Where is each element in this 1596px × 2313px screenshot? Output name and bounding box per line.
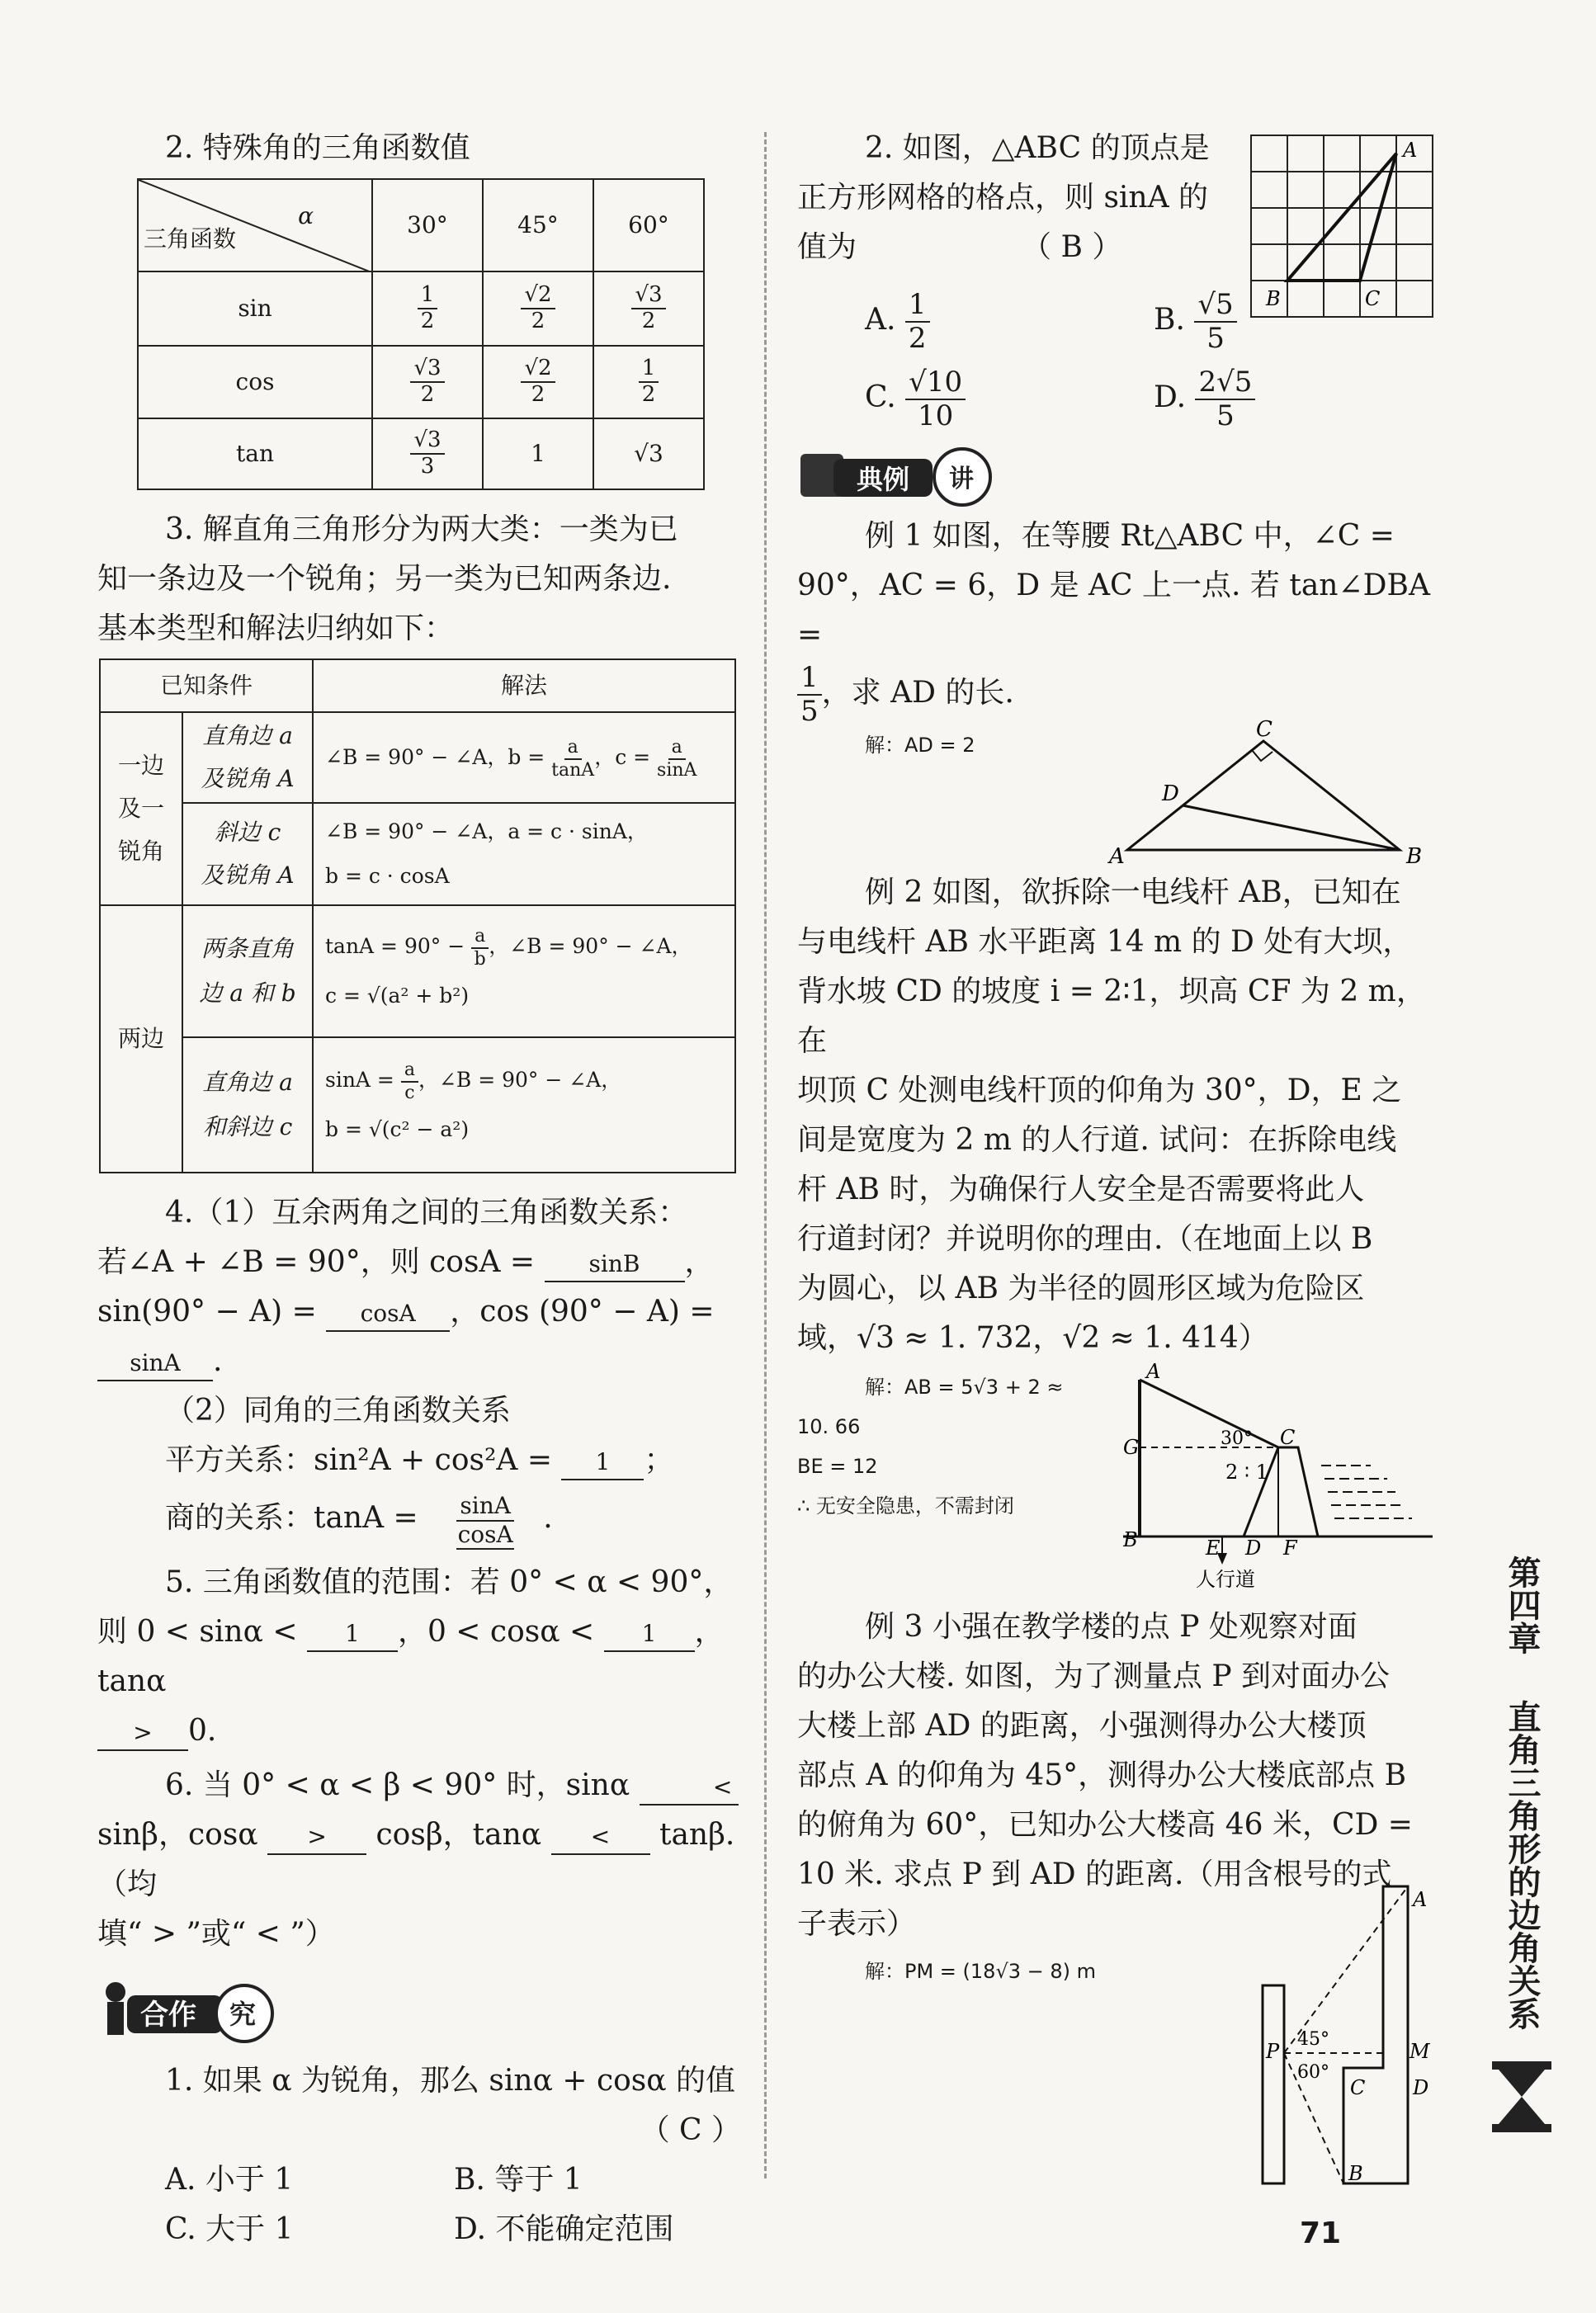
condition-cell: 直角边 a 及锐角 A (182, 712, 313, 803)
isosceles-triangle-figure (1103, 718, 1433, 866)
label-a: A (1413, 1888, 1428, 1911)
sight-line-pa (1284, 1886, 1408, 2053)
ex2-line: 例 2 如图，欲拆除一电线杆 AB，已知在 (865, 876, 1401, 909)
option-a[interactable]: A. 小于 1 (165, 2163, 294, 2197)
grid-triangle-figure (1249, 134, 1434, 319)
angle-header: 30° (372, 179, 483, 271)
option-d[interactable]: D. $\frac{2√5}{5}$ (1154, 366, 1401, 432)
section-3-line: 基本类型和解法归纳如下： (97, 611, 455, 645)
ex1-line: 90°，AC = 6，D 是 AC 上一点. 若 tan∠DBA = (797, 569, 1430, 652)
vertex-label-a: A (1403, 139, 1418, 162)
s4-line: 4.（1）互余两角之间的三角函数关系： (165, 1196, 688, 1230)
label-f: F (1283, 1536, 1297, 1560)
solution-cell: tanA = 90° − $\frac{a}{b}$ ，∠B = 90° − ∠A， c = √(a² + b²) (313, 905, 735, 1037)
answer-blank[interactable]: 1 (561, 1446, 644, 1480)
value-cell: $\frac{1}{2}$ (593, 346, 704, 418)
right-column (797, 124, 1433, 2188)
ex3-line: 的俯角为 60°，已知办公大楼高 46 米，CD = (797, 1808, 1413, 1842)
answer-blank[interactable]: > (97, 1716, 188, 1751)
answer-blank[interactable]: 1 (307, 1617, 398, 1652)
value-cell: $\frac{√2}{2}$ (483, 346, 593, 418)
vertex-label-c: C (1365, 287, 1381, 310)
s4-line: sinA . (97, 1337, 741, 1386)
ex3-line: 例 3 小强在教学楼的点 P 处观察对面 (865, 1610, 1358, 1644)
label-b: B (1406, 844, 1423, 866)
chapter-number: 第四章 (1503, 1555, 1541, 1655)
dam-pole-figure (1123, 1363, 1433, 1603)
ex2-line: 杆 AB 时，为确保行人安全是否需要将此人 (797, 1173, 1365, 1206)
ex2-line: 域，√3 ≈ 1. 732，√2 ≈ 1. 414） (797, 1321, 1268, 1355)
s4-line: sin(90° − A) = cosA ，cos (90° − A) = (97, 1287, 741, 1337)
solution-header: 解法 (313, 659, 735, 712)
cooperation-banner-graphic (97, 1977, 287, 2043)
column-divider (764, 132, 767, 2178)
page-number: 71 (1300, 2216, 1342, 2250)
label-a: A (1109, 844, 1125, 866)
function-name: cos (138, 346, 372, 418)
ex2-line: 坝顶 C 处测电线杆顶的仰角为 30°，D，E 之 (797, 1074, 1402, 1107)
q2-line: 2. 如图，△ABC 的顶点是 (865, 131, 1210, 165)
ex3-line: 子表示） (797, 1907, 917, 1941)
s5-line: 5. 三角函数值的范围：若 0° < α < 90°， (165, 1565, 734, 1599)
value-cell: $\frac{√3}{2}$ (593, 271, 704, 346)
s5-line: 则 0 < sinα < 1 ，0 < cosα < 1 ，tanα (97, 1615, 725, 1698)
answer-blank[interactable]: < (640, 1771, 739, 1806)
label-d: D (1245, 1536, 1262, 1560)
ex3-solution: 解：PM = (18√3 − 8) m (865, 1960, 1097, 1983)
section-4 (97, 1188, 741, 1551)
walkway-label: 人行道 (1196, 1568, 1255, 1591)
s5-line: > 0. (97, 1706, 741, 1756)
vertex-label-b: B (1266, 287, 1281, 310)
s4-line: 若∠A + ∠B = 90°，则 cosA = sinB ， (97, 1238, 741, 1287)
alpha-label: α (298, 202, 314, 229)
ex2-line: 背水坡 CD 的坡度 i = 2∶1，坝高 CF 为 2 m，在 (797, 975, 1426, 1058)
ex3-line: 大楼上部 AD 的距离，小强测得办公大楼顶 (797, 1709, 1367, 1743)
label-g: G (1123, 1436, 1140, 1459)
ex1-line: 例 1 如图，在等腰 Rt△ABC 中，∠C = (865, 519, 1395, 553)
option-b[interactable]: B. $\frac{√5}{5}$ (1154, 289, 1401, 355)
value-cell: $\frac{√3}{2}$ (372, 346, 483, 418)
option-c[interactable]: C. $\frac{√10}{10}$ (865, 366, 1154, 432)
s6-line: 6. 当 0° < α < β < 90° 时，sinα < (97, 1761, 741, 1810)
answer-blank[interactable]: cosA (326, 1297, 450, 1332)
value-cell: √3 (593, 418, 704, 489)
solution-cell: ∠B = 90° − ∠A，b = $\frac{a}{\tan A}$ ，c = $\frac{a}{\sin A}$ (313, 712, 735, 803)
label-c: C (1280, 1426, 1296, 1449)
function-name: tan (138, 418, 372, 489)
cooperation-banner (97, 1977, 741, 2043)
option-b[interactable]: B. 等于 1 (454, 2163, 583, 2197)
q1-answer: （ C ） (640, 2113, 741, 2147)
s4-line: 平方关系：sin²A + cos²A = 1 ； (165, 1436, 741, 1485)
angle-header: 45° (483, 179, 593, 271)
angle-label: 30° (1221, 1428, 1253, 1449)
segment-bd (1183, 805, 1400, 850)
group-two-sides: 两边 (100, 905, 182, 1173)
example-1 (797, 512, 1433, 868)
group-one-side-one-angle: 一边 及一 锐角 (100, 712, 182, 905)
ex3-line: 10 米. 求点 P 到 AD 的距离.（用含根号的式 (797, 1857, 1392, 1891)
table-row (138, 418, 704, 489)
teaching-building (1263, 1985, 1284, 2183)
example-banner-text: 典例 (857, 464, 910, 495)
label-p: P (1266, 2040, 1280, 2063)
section-6 (97, 1761, 741, 1959)
label-c: C (1256, 718, 1273, 742)
s4-line: （2）同角的三角函数关系 (165, 1394, 511, 1428)
value-cell: $\frac{√3}{3}$ (372, 418, 483, 489)
table-row (138, 346, 704, 418)
angle-header: 60° (593, 179, 704, 271)
buildings-figure (1259, 1883, 1436, 2187)
section-3-line: 知一条边及一个锐角；另一类为已知两条边. (97, 562, 672, 596)
ex2-solution-and-figure (797, 1363, 1433, 1603)
ex2-line: 行道封闭？并说明你的理由.（在地面上以 B (797, 1222, 1373, 1256)
label-m: M (1409, 2040, 1430, 2063)
section-5 (97, 1558, 741, 1756)
chapter-sidebar (1480, 1543, 1563, 2142)
option-a[interactable]: A. $\frac{1}{2}$ (865, 289, 1154, 355)
right-angle-mark (1252, 750, 1273, 761)
function-label: 三角函数 (144, 225, 237, 253)
ex3-line: 的办公大楼. 如图，为了测量点 P 到对面办公 (797, 1659, 1390, 1693)
ex3-line: 部点 A 的仰角为 45°，测得办公大楼底部点 B (797, 1758, 1407, 1792)
angle-45: 45° (1297, 2029, 1329, 2050)
value-cell: $\frac{1}{2}$ (372, 271, 483, 346)
section-3 (97, 505, 741, 654)
option-d[interactable]: D. 不能确定范围 (454, 2212, 674, 2246)
cooperation-banner-text: 合作 (140, 1999, 196, 2032)
special-angles-table (137, 178, 705, 490)
answer-blank[interactable]: < (551, 1820, 650, 1855)
water-lines (1321, 1466, 1412, 1518)
sight-line-ac (1140, 1380, 1278, 1447)
triangle-abc (1287, 153, 1396, 281)
known-conditions-header: 已知条件 (100, 659, 313, 712)
answer-blank[interactable]: 1 (604, 1617, 695, 1652)
condition-cell: 两条直角 边 a 和 b (182, 905, 313, 1037)
q2-line: 正方形网格的格点，则 sinA 的 (797, 181, 1209, 215)
ex1-solution: 解：AD = 2 (865, 734, 975, 758)
table-header-diagonal (138, 179, 372, 271)
label-b: B (1123, 1528, 1138, 1551)
ex2-line: 与电线杆 AB 水平距离 14 m 的 D 处有大坝， (797, 925, 1413, 959)
example-3 (797, 1603, 1433, 2188)
example-banner-tail: 讲 (949, 465, 974, 493)
q1-options (165, 2155, 741, 2254)
answer-blank[interactable]: > (267, 1820, 366, 1855)
solution-cell: ∠B = 90° − ∠A，a = c · sinA， b = c · cosA (313, 803, 735, 905)
ex1-line: $\frac{1}{5}$ ，求 AD 的长. (797, 660, 1433, 728)
label-e: E (1206, 1536, 1221, 1560)
solving-methods-table (99, 658, 736, 1173)
label-b: B (1348, 2162, 1363, 2185)
value-cell: 1 (483, 418, 593, 489)
s4-line: 商的关系：tanA = $\frac{\sin A}{\cos A}$ . (165, 1485, 741, 1551)
label-d: D (1162, 781, 1179, 806)
section-3-line: 3. 解直角三角形分为两大类：一类为已 (165, 512, 678, 546)
table-row (138, 271, 704, 346)
slope-ratio: 2 ∶ 1 (1225, 1461, 1269, 1484)
ex2-line: 为圆心，以 AB 为半径的圆形区域为危险区 (797, 1272, 1365, 1305)
answer-blank[interactable]: sinB (545, 1248, 685, 1282)
example-2 (797, 868, 1433, 1603)
ex2-line: 间是宽度为 2 m 的人行道. 试问：在拆除电线 (797, 1123, 1397, 1157)
q1-stem: 1. 如果 α 为锐角，那么 sinα + cosα 的值 (165, 2064, 736, 2098)
angle-60: 60° (1297, 2062, 1329, 2083)
option-c[interactable]: C. 大于 1 (165, 2212, 294, 2246)
value-cell: $\frac{√2}{2}$ (483, 271, 593, 346)
ex2-solution: 解：AB = 5√3 + 2 ≈ 10. 66 BE = 12 ∴ 无安全隐患，不需封闭 (797, 1376, 1064, 1518)
hourglass-icon (1489, 2060, 1555, 2134)
s6-line: sinβ，cosα > cosβ，tanα < tanβ.（均 (97, 1818, 735, 1901)
chapter-title: 直角三角形的边角关系 (1503, 1700, 1541, 2030)
q2-line: 值为 （ B ） (797, 230, 1122, 264)
answer-blank[interactable]: sinA (97, 1347, 213, 1381)
label-d: D (1413, 2076, 1429, 2099)
s6-line: 填“ > ”或“ < ”） (97, 1917, 335, 1951)
section-2-title: 2. 特殊角的三角函数值 (165, 131, 470, 165)
cooperation-banner-tail: 究 (229, 1999, 257, 2030)
condition-cell: 斜边 c 及锐角 A (182, 803, 313, 905)
label-a: A (1146, 1363, 1161, 1383)
solution-cell: sinA = $\frac{a}{c}$ ，∠B = 90° − ∠A， b = √(c² − a²) (313, 1037, 735, 1173)
left-column (97, 124, 741, 2254)
answer-blank[interactable]: $\frac{\sin A}{\cos A}$ (427, 1493, 543, 1549)
function-name: sin (138, 271, 372, 346)
q2-block (797, 124, 1433, 454)
label-c: C (1350, 2076, 1366, 2099)
condition-cell: 直角边 a 和斜边 c (182, 1037, 313, 1173)
